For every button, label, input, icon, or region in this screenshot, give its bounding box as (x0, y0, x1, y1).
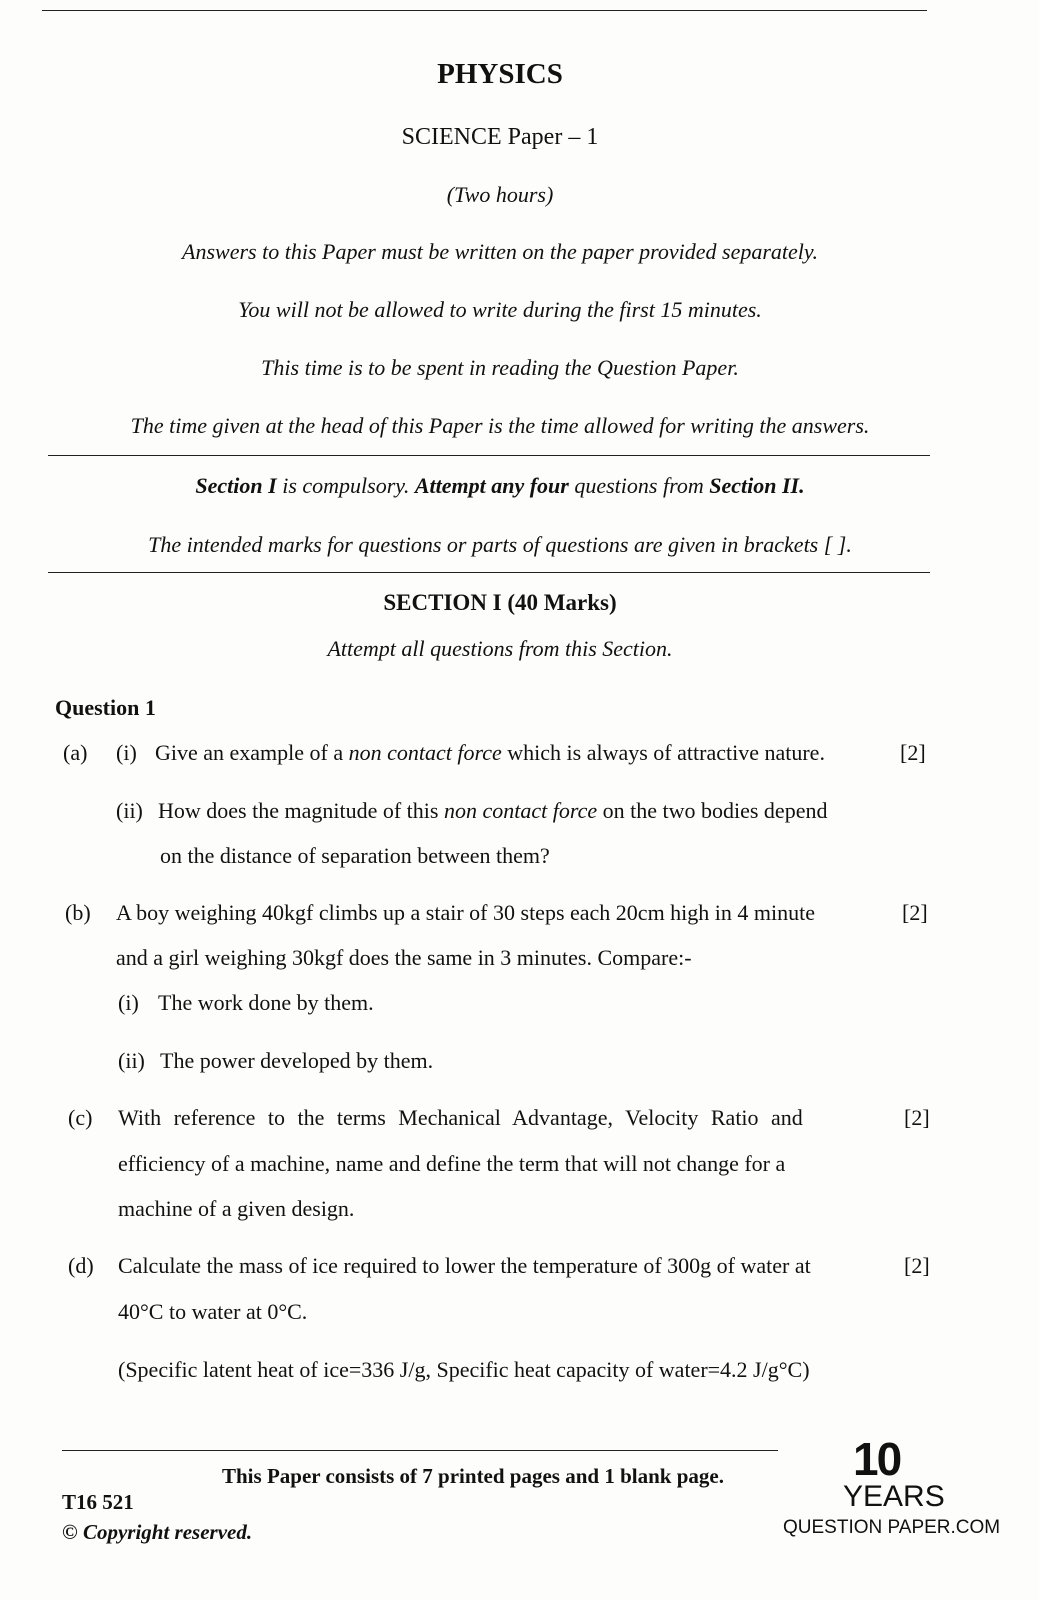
instruction-line-3: This time is to be spent in reading the Question Paper. (261, 355, 739, 380)
section-compulsory-note (0, 473, 1000, 499)
note-text-1: is compulsory. (276, 473, 415, 498)
marks-note: The intended marks for questions or parts of questions are given in brackets [ ]. (148, 532, 852, 557)
attempt-any-four: Attempt any four (414, 473, 569, 498)
part-d-data: (Specific latent heat of ice=336 J/g, Specific heat capacity of water=4.2 J/g°C) (118, 1357, 810, 1382)
part-a-ii-text-line2: on the distance of separation between them? (160, 843, 550, 868)
part-a-i-emphasis: non contact force (348, 740, 502, 765)
part-d-line-2: 40°C to water at 0°C. (118, 1299, 308, 1324)
part-b-line-1: A boy weighing 40kgf climbs up a stair of 30 steps each 20cm high in 4 minute (116, 900, 816, 925)
section-heading: SECTION I (40 Marks) (383, 590, 617, 615)
subject-title: PHYSICS (437, 58, 563, 90)
part-d-marks: [2] (904, 1253, 930, 1278)
part-b-i-label: (i) (118, 990, 139, 1015)
part-b-marks: [2] (902, 900, 928, 925)
part-b-line-2: and a girl weighing 30kgf does the same in 3 minutes. Compare:- (116, 945, 692, 970)
divider-2 (48, 572, 930, 573)
question-title: Question 1 (55, 695, 156, 720)
watermark-site: QUESTION PAPER.COM (783, 1517, 1001, 1538)
part-a-label: (a) (63, 740, 88, 765)
section-i-ref: Section I (195, 473, 277, 498)
watermark-years: YEARS (843, 1480, 945, 1513)
part-a-i-label: (i) (116, 740, 137, 765)
part-a-marks: [2] (900, 740, 926, 765)
watermark-number: 10 (853, 1433, 901, 1485)
divider-1 (48, 455, 930, 456)
part-a-ii-text (158, 798, 827, 824)
part-a-ii-text-1: How does the magnitude of this (158, 798, 444, 823)
part-b-ii-label: (ii) (118, 1048, 145, 1073)
instruction-line-1: Answers to this Paper must be written on the paper provided separately. (182, 239, 818, 264)
part-c-line-2: efficiency of a machine, name and define the term that will not change for a (118, 1151, 786, 1176)
instruction-line-4: The time given at the head of this Paper is the time allowed for writing the answers. (130, 413, 870, 438)
part-b-label: (b) (65, 900, 91, 925)
duration: (Two hours) (446, 182, 554, 207)
copyright-note: © Copyright reserved. (62, 1520, 253, 1544)
part-a-i-text-2: which is always of attractive nature. (501, 740, 825, 765)
paper-code: T16 521 (62, 1490, 134, 1514)
part-b-i-text: The work done by them. (158, 990, 374, 1015)
part-c-marks: [2] (904, 1105, 930, 1130)
paper-title: SCIENCE Paper – 1 (401, 124, 599, 150)
part-c-line-3: machine of a given design. (118, 1196, 355, 1221)
part-d-label: (d) (68, 1253, 94, 1278)
part-d-line-1: Calculate the mass of ice required to lower the temperature of 300g of water at (118, 1253, 811, 1278)
section-subheading: Attempt all questions from this Section. (327, 636, 673, 661)
part-a-ii-emphasis: non contact force (443, 798, 598, 823)
top-rule (42, 10, 927, 11)
part-a-ii-text-2: on the two bodies depend (597, 798, 828, 823)
footer-rule (62, 1450, 778, 1451)
part-b-ii-text: The power developed by them. (160, 1048, 434, 1073)
note-text-2: questions from (568, 473, 710, 498)
part-a-i-text-1: Give an example of a (155, 740, 349, 765)
part-c-label: (c) (68, 1105, 93, 1130)
part-a-ii-label: (ii) (116, 798, 143, 823)
instruction-line-2: You will not be allowed to write during the first 15 minutes. (238, 297, 762, 322)
part-c-line-1: With reference to the terms Mechanical Advantage, Velocity Ratio and (118, 1105, 803, 1130)
section-ii-ref: Section II. (709, 473, 805, 498)
page-count-note: This Paper consists of 7 printed pages and 1 blank page. (222, 1464, 724, 1488)
part-a-i-text (155, 740, 825, 766)
